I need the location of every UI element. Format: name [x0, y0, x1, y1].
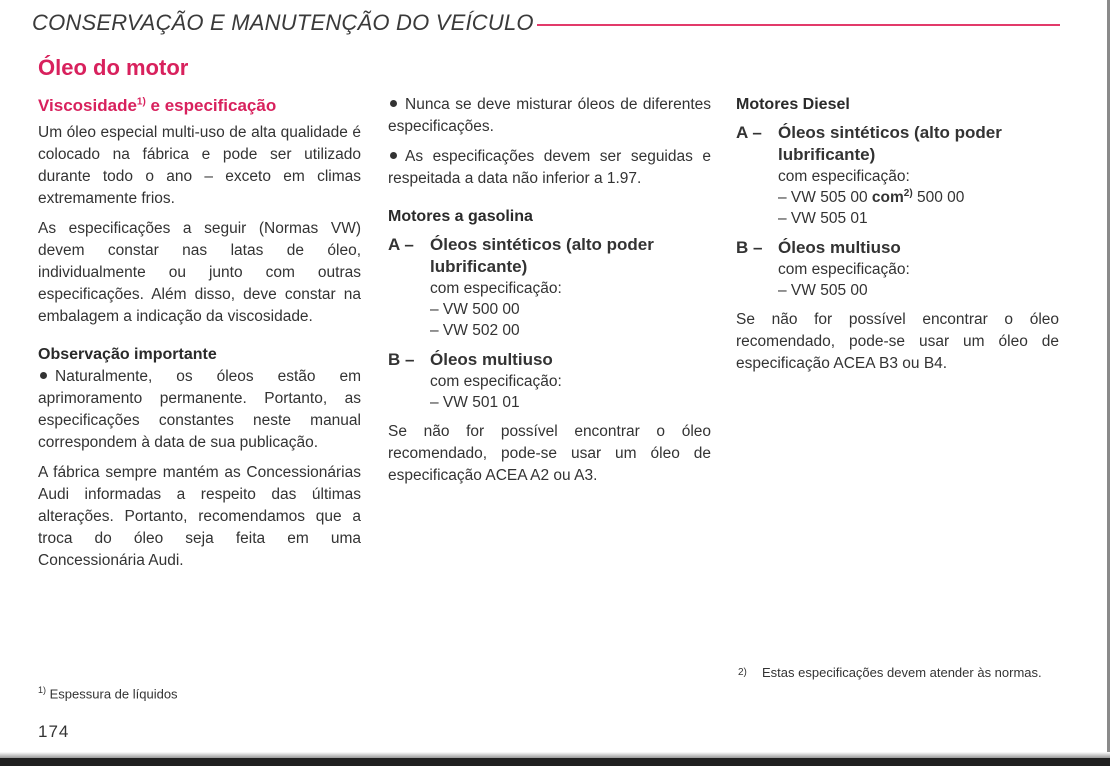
bullet-icon: [40, 372, 47, 379]
bullet-icon: [390, 152, 397, 159]
diesel-heading: Motores Diesel: [736, 96, 850, 113]
oil-item-a: [736, 122, 1059, 229]
header-rule: [537, 24, 1060, 26]
footnote-ref-1: 1): [136, 96, 146, 108]
column-3: [736, 94, 1059, 383]
spec-label: com especificação:: [430, 373, 562, 390]
oil-item-a: [388, 234, 711, 341]
bullet-item: Nunca se deve misturar óleos de diferentes especificações.: [388, 96, 711, 135]
item-heading: Óleos multiuso: [430, 350, 553, 369]
page-number: 174: [38, 722, 70, 741]
spec-value: – VW 505 01: [778, 210, 868, 227]
spec-value: – VW 500 00: [430, 301, 520, 318]
page-header: [32, 6, 1062, 40]
item-heading: Óleos sintéticos (alto poder lubrificante): [778, 123, 1002, 164]
column-2: [388, 94, 711, 495]
item-heading: Óleos multiuso: [778, 238, 901, 257]
footnote-ref-2: 2): [903, 187, 913, 199]
bullet-icon: [390, 100, 397, 107]
footnote-2: 2) Estas especificações devem atender às normas.: [738, 665, 1042, 680]
oil-item-b: [736, 237, 1059, 301]
spec-value: – VW 505 00: [778, 282, 868, 299]
spec-value: – VW 502 00: [430, 322, 520, 339]
spec-label: com especificação:: [778, 261, 910, 278]
oil-item-b: [388, 349, 711, 413]
column-1: [38, 94, 361, 580]
paragraph: Se não for possível encontrar o óleo recomendado, pode-se usar um óleo de especificação ACEA A2 ou A3.: [388, 423, 711, 484]
viscosity-heading: Viscosidade$^{1)}$ e especificação: [38, 96, 277, 115]
paragraph: Se não for possível encontrar o óleo recomendado, pode-se usar um óleo de especificação ACEA B3 ou B4.: [736, 311, 1059, 372]
footnote-1: $^{1)}$ Espessura de líquidos: [38, 685, 178, 702]
item-letter: A –: [736, 123, 762, 142]
bullet-item: As especificações devem ser seguidas e respeitada a data não inferior a 1.97.: [388, 148, 711, 187]
paragraph: As especificações a seguir (Normas VW) devem constar nas latas de óleo, individualmente ou junto com outras especificações. Além disso, deve constar na embalagem a indicação da viscosidade.: [38, 220, 361, 325]
chapter-title: CONSERVAÇÃO E MANUTENÇÃO DO VEÍCULO: [32, 10, 534, 35]
item-letter: B –: [736, 238, 763, 257]
gasoline-heading: Motores a gasolina: [388, 208, 533, 225]
paragraph: A fábrica sempre mantém as Concessionárias Audi informadas a respeito das últimas alterações. Portanto, recomendamos que a troca do óleo seja feita em uma Concessionária Audi.: [38, 464, 361, 569]
spec-value: – VW 501 01: [430, 394, 520, 411]
item-heading: Óleos sintéticos (alto poder lubrificante): [430, 235, 654, 276]
page-edge-bottom: [0, 758, 1110, 766]
item-letter: A –: [388, 235, 414, 254]
section-title: Óleo do motor: [38, 55, 189, 80]
spec-label: com especificação:: [778, 168, 910, 185]
note-heading: Observação importante: [38, 346, 217, 363]
spec-label: com especificação:: [430, 280, 562, 297]
item-letter: B –: [388, 350, 415, 369]
bullet-item: Naturalmente, os óleos estão em aprimoramento permanente. Portanto, as especificações constantes neste manual correspondem à data de sua publicação.: [38, 368, 361, 451]
spec-value: – VW 505 00 com$^{2)}$ 500 00: [778, 187, 965, 206]
paragraph: Um óleo especial multi-uso de alta qualidade é colocado na fábrica e pode ser utilizado durante todo o ano – exceto em climas extremamente frios.: [38, 124, 361, 207]
